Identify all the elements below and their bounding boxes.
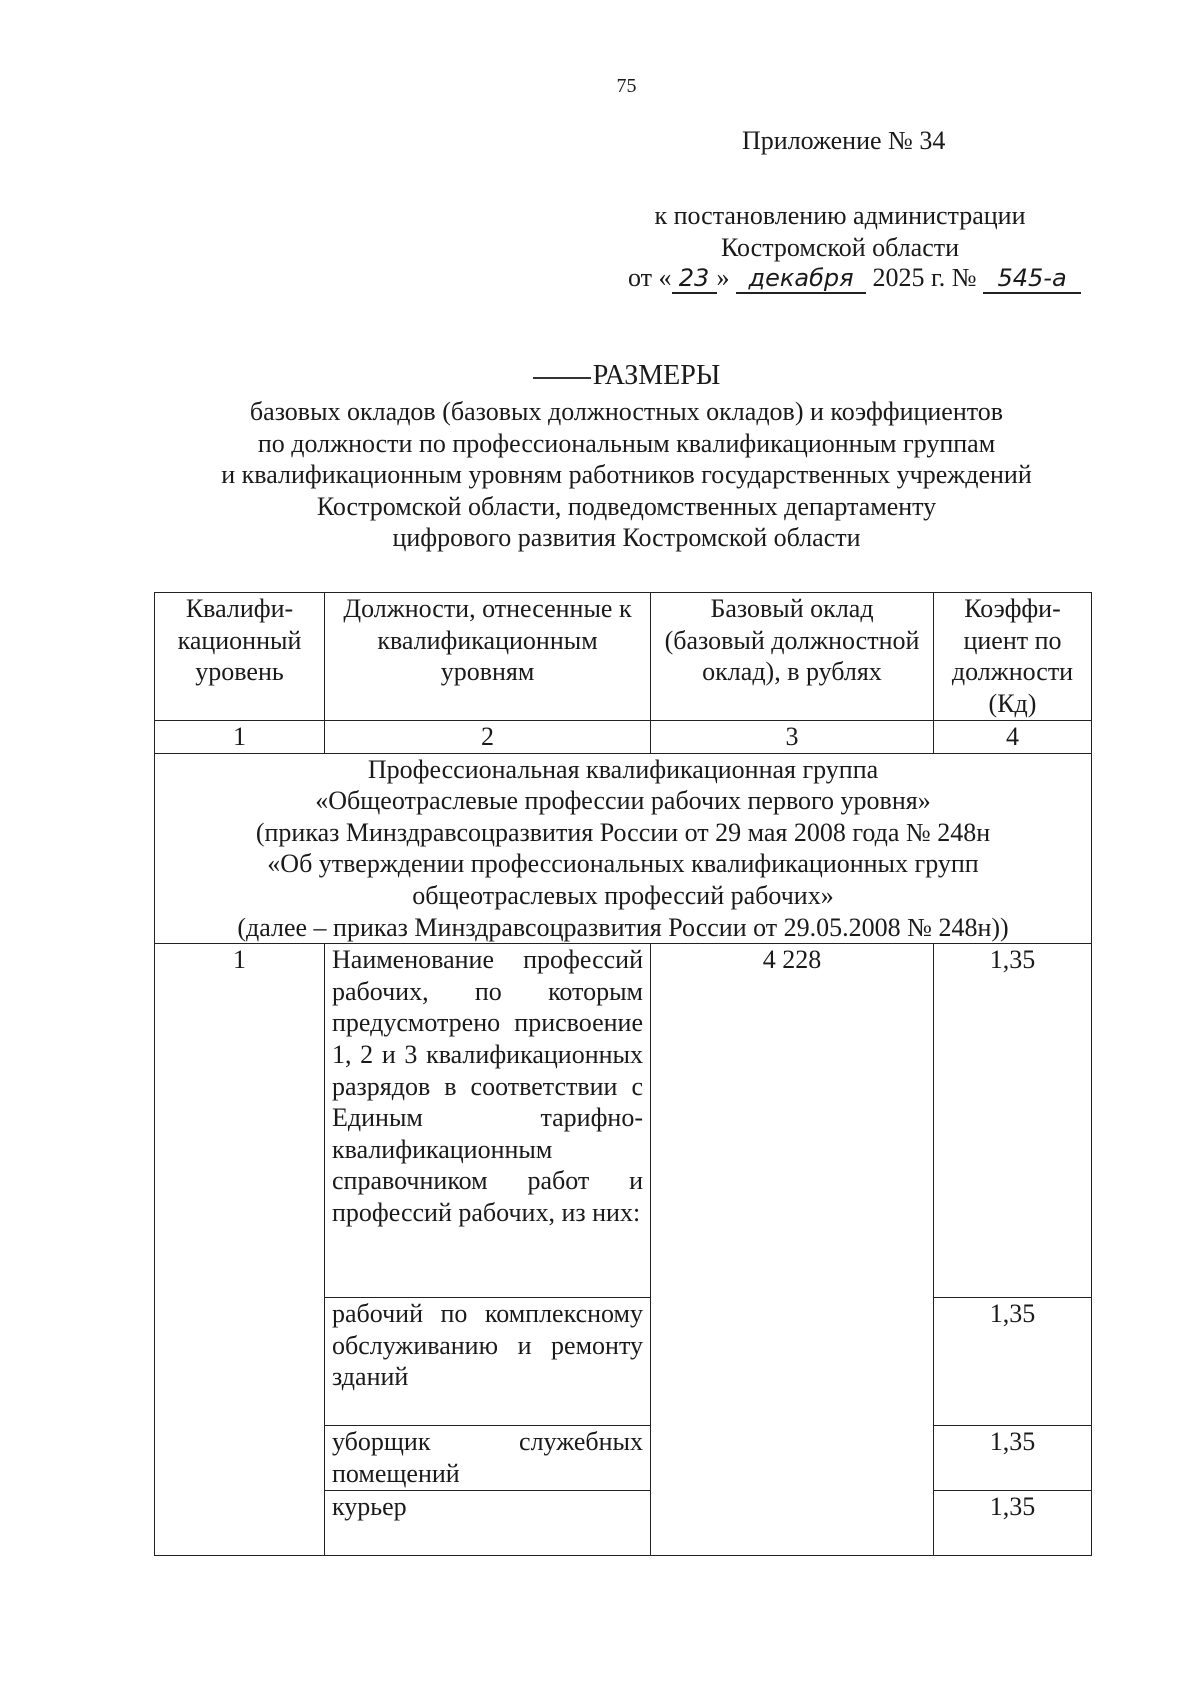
- column-number: 1: [155, 721, 325, 754]
- group-header-line: общеотраслевых профессий рабочих»: [412, 880, 834, 910]
- position-cell: Наименование профессий рабочих, по которым предусмотрено присвоение 1, 2 и 3 квалификационных разрядов в соответствии с Единым тарифно-квалификационным справочником работ и профессий рабочих, из них:: [325, 944, 651, 1298]
- column-number-row: [155, 721, 1092, 754]
- year-number-label: 2025 г. №: [872, 263, 977, 292]
- handwritten-month: декабря: [736, 264, 866, 294]
- group-header-line: (приказ Минздравсоцразвития России от 29 мая 2008 года № 248н: [255, 817, 991, 847]
- column-number: 4: [934, 721, 1092, 754]
- group-header-line: (далее – приказ Минздравсоцразвития России от 29.05.2008 № 248н)): [237, 912, 1009, 942]
- salary-table: [154, 592, 1092, 1556]
- position-cell: курьер: [325, 1491, 651, 1556]
- handwritten-day: 23: [672, 264, 717, 294]
- title-dash: [533, 377, 591, 379]
- group-header-line: Профессиональная квалификационная группа: [367, 754, 879, 784]
- decree-date-line: [628, 263, 1081, 294]
- base-salary-cell: 4 228: [651, 944, 934, 1556]
- position-cell: уборщик служебных помещений: [325, 1426, 651, 1491]
- subtitle-line: и квалификационным уровням работников государственных учреждений: [221, 460, 1032, 489]
- handwritten-decree-number: 545-а: [983, 264, 1081, 294]
- document-subtitle: [150, 396, 1103, 554]
- header-positions: Должности, отнесенные к квалификационным уровням: [325, 593, 651, 721]
- decree-line-1: к постановлению администрации: [654, 201, 1026, 230]
- group-header-line: «Об утверждении профессиональных квалификационных групп: [267, 849, 979, 879]
- header-coefficient: Коэффи-циент по должности (Кд): [934, 593, 1092, 721]
- subtitle-line: базовых окладов (базовых должностных окладов) и коэффициентов: [249, 397, 1004, 426]
- column-number: 2: [325, 721, 651, 754]
- coefficient-cell: 1,35: [934, 944, 1092, 1298]
- column-number: 3: [651, 721, 934, 754]
- table-header-row: [155, 593, 1092, 721]
- position-cell: рабочий по комплексному обслуживанию и ремонту зданий: [325, 1298, 651, 1426]
- subtitle-line: Костромской области, подведомственных департаменту: [316, 491, 937, 521]
- header-level: Квалифи-кационный уровень: [155, 593, 325, 721]
- subtitle-line: цифрового развития Костромской области: [392, 523, 861, 552]
- decree-line-2: Костромской области: [720, 233, 960, 262]
- coefficient-cell: 1,35: [934, 1298, 1092, 1426]
- decree-reference: [600, 200, 1080, 264]
- subtitle-line: по должности по профессиональным квалификационным группам: [257, 428, 996, 458]
- qualification-level-cell: 1: [155, 944, 325, 1556]
- header-base-salary: Базовый оклад (базовый должностной оклад), в рублях: [651, 593, 934, 721]
- group-header-row: [155, 753, 1092, 944]
- date-mid: »: [716, 263, 730, 292]
- table-row: [155, 944, 1092, 1298]
- document-title-text: РАЗМЕРЫ: [592, 360, 721, 391]
- annex-title: Приложение № 34: [742, 126, 946, 155]
- coefficient-cell: 1,35: [934, 1426, 1092, 1491]
- page-number: 75: [616, 75, 637, 97]
- document-title: [0, 360, 1200, 392]
- qualification-group-header: [155, 753, 1092, 944]
- date-prefix: от «: [628, 263, 672, 292]
- coefficient-cell: 1,35: [934, 1491, 1092, 1556]
- group-header-line: «Общеотраслевые профессии рабочих первого уровня»: [315, 786, 931, 816]
